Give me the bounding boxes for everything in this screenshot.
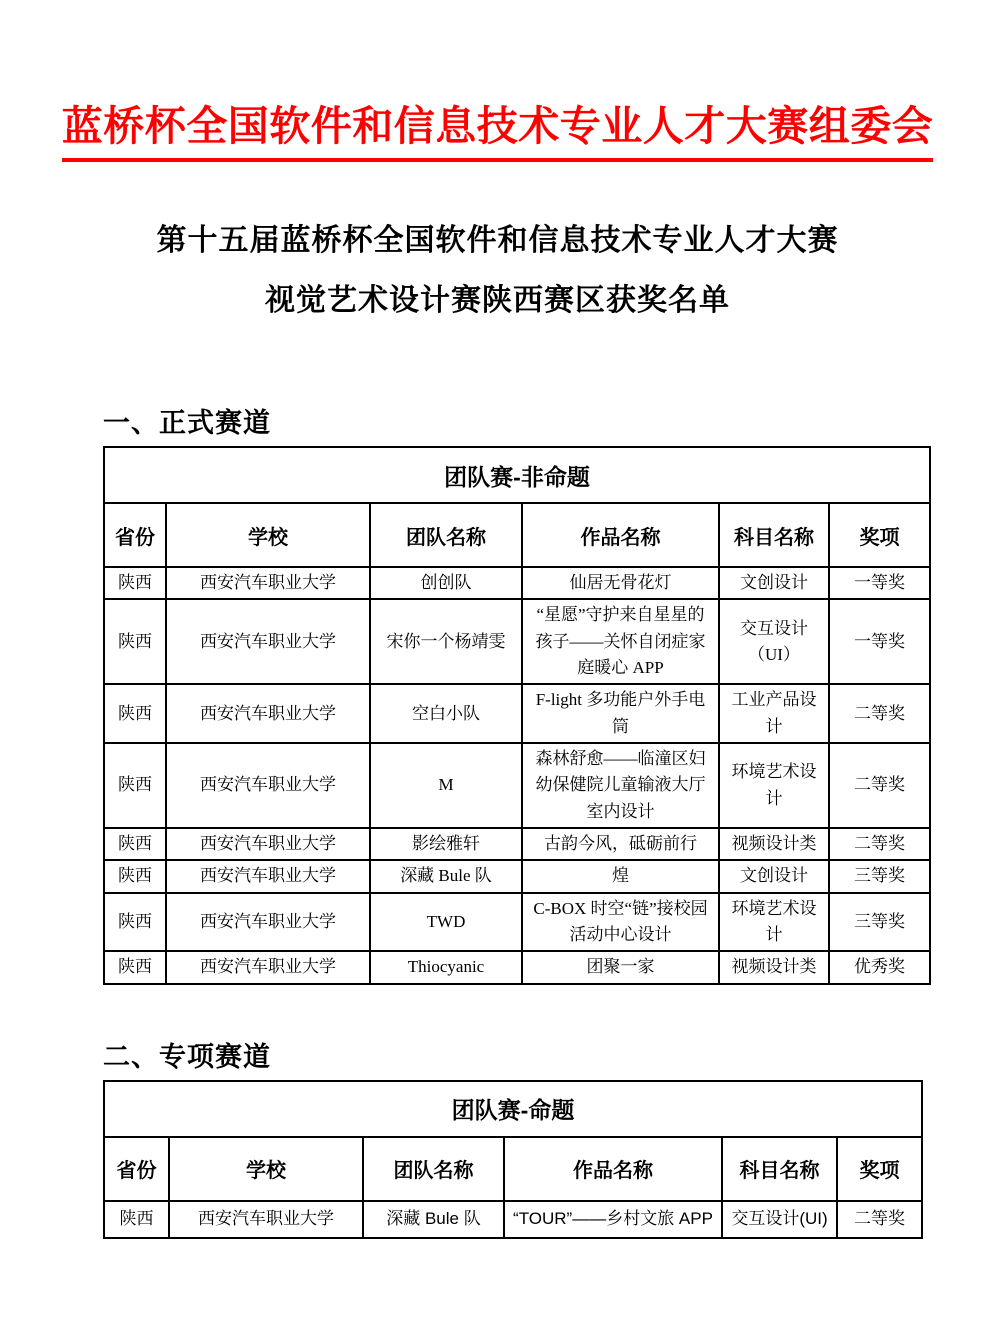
cell-subject: 文创设计 xyxy=(719,567,829,599)
section-heading-special-track: 二、专项赛道 xyxy=(103,1041,271,1072)
cell-team: 创创队 xyxy=(370,567,522,599)
cell-subject: 工业产品设计 xyxy=(719,684,829,743)
column-header-award: 奖项 xyxy=(837,1137,922,1201)
cell-work: 古韵今风，砥砺前行 xyxy=(522,828,719,860)
cell-school: 西安汽车职业大学 xyxy=(166,684,370,743)
column-header-school: 学校 xyxy=(169,1137,363,1201)
cell-province: 陕西 xyxy=(104,1201,169,1238)
table-title-row xyxy=(104,447,930,503)
column-header-award: 奖项 xyxy=(829,503,930,567)
cell-province: 陕西 xyxy=(104,684,166,743)
table-header-row xyxy=(104,1137,922,1201)
table-row xyxy=(104,599,930,684)
cell-subject: 交互设计(UI) xyxy=(722,1201,837,1238)
cell-school: 西安汽车职业大学 xyxy=(166,860,370,892)
column-header-province: 省份 xyxy=(104,503,166,567)
cell-province: 陕西 xyxy=(104,599,166,684)
cell-award: 二等奖 xyxy=(829,828,930,860)
cell-team: 深藏 Bule 队 xyxy=(370,860,522,892)
awards-table-special-track xyxy=(103,1080,923,1239)
cell-school: 西安汽车职业大学 xyxy=(166,951,370,983)
cell-work: 煌 xyxy=(522,860,719,892)
cell-school: 西安汽车职业大学 xyxy=(169,1201,363,1238)
cell-subject: 视频设计类 xyxy=(719,951,829,983)
cell-subject: 环境艺术设计 xyxy=(719,893,829,952)
cell-work: “星愿”守护来自星星的孩子——关怀自闭症家庭暖心 APP xyxy=(522,599,719,684)
cell-subject: 视频设计类 xyxy=(719,828,829,860)
cell-province: 陕西 xyxy=(104,951,166,983)
cell-award: 二等奖 xyxy=(837,1201,922,1238)
cell-work: 团聚一家 xyxy=(522,951,719,983)
column-header-work: 作品名称 xyxy=(522,503,719,567)
cell-school: 西安汽车职业大学 xyxy=(166,828,370,860)
table-row xyxy=(104,893,930,952)
table-title: 团队赛-命题 xyxy=(104,1081,922,1137)
doc-subtitle-line-2: 视觉艺术设计赛陕西赛区获奖名单 xyxy=(265,284,730,317)
cell-award: 优秀奖 xyxy=(829,951,930,983)
table-row xyxy=(104,1201,922,1238)
cell-province: 陕西 xyxy=(104,743,166,828)
cell-school: 西安汽车职业大学 xyxy=(166,743,370,828)
cell-team: M xyxy=(370,743,522,828)
column-header-subject: 科目名称 xyxy=(722,1137,837,1201)
document-page xyxy=(0,95,995,1317)
cell-work: “TOUR”——乡村文旅 APP xyxy=(504,1201,722,1238)
cell-award: 二等奖 xyxy=(829,684,930,743)
cell-province: 陕西 xyxy=(104,828,166,860)
cell-team: 深藏 Bule 队 xyxy=(363,1201,504,1238)
cell-award: 三等奖 xyxy=(829,893,930,952)
org-title-text: 蓝桥杯全国软件和信息技术专业人才大赛组委会 xyxy=(62,95,934,162)
cell-work: F-light 多功能户外手电筒 xyxy=(522,684,719,743)
cell-award: 三等奖 xyxy=(829,860,930,892)
cell-team: 影绘雅轩 xyxy=(370,828,522,860)
cell-team: TWD xyxy=(370,893,522,952)
cell-province: 陕西 xyxy=(104,893,166,952)
table-row xyxy=(104,860,930,892)
awards-table-formal-track xyxy=(103,446,931,985)
cell-work: 仙居无骨花灯 xyxy=(522,567,719,599)
cell-subject: 文创设计 xyxy=(719,860,829,892)
table-row xyxy=(104,828,930,860)
table-row xyxy=(104,567,930,599)
org-title xyxy=(0,95,995,167)
doc-subtitle-line-1: 第十五届蓝桥杯全国软件和信息技术专业人才大赛 xyxy=(156,224,839,257)
table-row xyxy=(104,743,930,828)
column-header-team: 团队名称 xyxy=(370,503,522,567)
cell-school: 西安汽车职业大学 xyxy=(166,599,370,684)
cell-subject: 环境艺术设计 xyxy=(719,743,829,828)
table-row xyxy=(104,951,930,983)
column-header-school: 学校 xyxy=(166,503,370,567)
table-header-row xyxy=(104,503,930,567)
table-row xyxy=(104,684,930,743)
doc-subtitle xyxy=(0,211,995,331)
cell-team: 宋你一个杨靖雯 xyxy=(370,599,522,684)
column-header-province: 省份 xyxy=(104,1137,169,1201)
column-header-work: 作品名称 xyxy=(504,1137,722,1201)
cell-award: 一等奖 xyxy=(829,599,930,684)
cell-award: 二等奖 xyxy=(829,743,930,828)
table-title-row xyxy=(104,1081,922,1137)
section-heading-formal-track: 一、正式赛道 xyxy=(103,408,271,438)
column-header-team: 团队名称 xyxy=(363,1137,504,1201)
cell-school: 西安汽车职业大学 xyxy=(166,567,370,599)
cell-award: 一等奖 xyxy=(829,567,930,599)
column-header-subject: 科目名称 xyxy=(719,503,829,567)
cell-team: 空白小队 xyxy=(370,684,522,743)
table-title: 团队赛-非命题 xyxy=(104,447,930,503)
cell-school: 西安汽车职业大学 xyxy=(166,893,370,952)
cell-subject: 交互设计（UI） xyxy=(719,599,829,684)
cell-team: Thiocyanic xyxy=(370,951,522,983)
cell-province: 陕西 xyxy=(104,567,166,599)
cell-work: C-BOX 时空“链”接校园活动中心设计 xyxy=(522,893,719,952)
cell-province: 陕西 xyxy=(104,860,166,892)
cell-work: 森林舒愈——临潼区妇幼保健院儿童输液大厅室内设计 xyxy=(522,743,719,828)
